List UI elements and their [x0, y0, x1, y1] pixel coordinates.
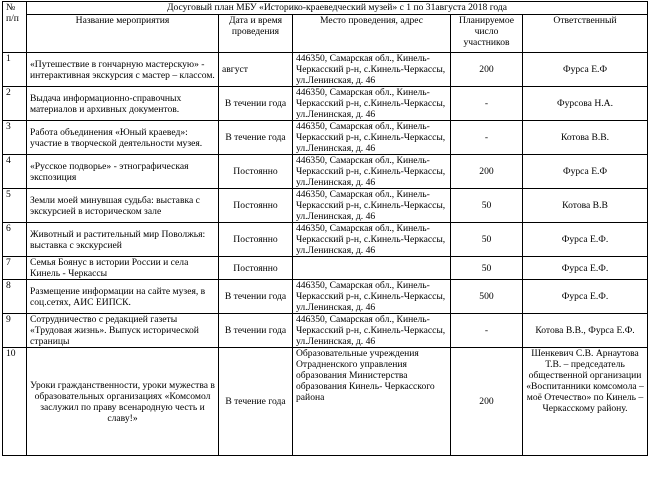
row-responsible: Котова В.В., Фурса Е.Ф. [523, 314, 648, 348]
row-responsible: Фурса Е.Ф [523, 155, 648, 189]
row-responsible: Котова В.В [523, 189, 648, 223]
row-num: 9 [3, 314, 27, 348]
header-name: Название мероприятия [27, 15, 219, 53]
row-count: 50 [451, 257, 523, 280]
row-event-name: Уроки гражданственности, уроки мужества в образовательных организациях «Комсомол заслужил по праву всенародную честь и славу!» [27, 348, 219, 456]
row-place: 446350, Самарская обл., Кинель-Черкасский р-н, с.Кинель-Черкассы, ул.Ленинская, д. 46 [293, 314, 451, 348]
row-count: - [451, 314, 523, 348]
table-title: Досуговый план МБУ «Историко-краеведческий музей» с 1 по 31августа 2018 года [27, 2, 648, 15]
row-count: 50 [451, 223, 523, 257]
table-row [3, 257, 648, 280]
header-place: Место проведения, адрес [293, 15, 451, 53]
row-count: 200 [451, 155, 523, 189]
row-count: 200 [451, 348, 523, 456]
table-row [3, 223, 648, 257]
row-date: В течение года [219, 348, 293, 456]
row-place: 446350, Самарская обл., Кинель-Черкасский р-н, с.Кинель-Черкассы, ул.Ленинская, д. 46 [293, 87, 451, 121]
row-date: Постоянно [219, 257, 293, 280]
table-row [3, 53, 648, 87]
row-num: 4 [3, 155, 27, 189]
row-date: август [219, 53, 293, 87]
row-event-name: Сотрудничество с редакцией газеты «Трудовая жизнь». Выпуск исторической страницы [27, 314, 219, 348]
header-date: Дата и время проведения [219, 15, 293, 53]
table-header-row [3, 15, 648, 53]
document-page [2, 1, 647, 456]
row-event-name: «Русское подворье» - этнографическая экспозиция [27, 155, 219, 189]
table-row [3, 314, 648, 348]
row-num: 3 [3, 121, 27, 155]
header-resp: Ответственный [523, 15, 648, 53]
header-num: № п/п [3, 2, 27, 53]
row-num: 2 [3, 87, 27, 121]
row-date: В течении года [219, 280, 293, 314]
row-date: Постоянно [219, 189, 293, 223]
row-responsible: Фурса Е.Ф. [523, 257, 648, 280]
row-event-name: Земли моей минувшая судьба: выставка с экскурсией в историческом зале [27, 189, 219, 223]
row-event-name: Выдача информационно-справочных материалов и архивных документов. [27, 87, 219, 121]
table-row [3, 121, 648, 155]
row-count: 200 [451, 53, 523, 87]
row-count: 500 [451, 280, 523, 314]
row-responsible: Котова В.В. [523, 121, 648, 155]
row-date: Постоянно [219, 155, 293, 189]
row-count: - [451, 121, 523, 155]
table-row [3, 348, 648, 456]
row-event-name: Размещение информации на сайте музея, в соц.сетях, АИС ЕИПСК. [27, 280, 219, 314]
table-title-row [3, 2, 648, 15]
row-num: 7 [3, 257, 27, 280]
row-count: - [451, 87, 523, 121]
row-date: В течении года [219, 314, 293, 348]
table-row [3, 87, 648, 121]
row-count: 50 [451, 189, 523, 223]
row-responsible: Фурса Е.Ф [523, 53, 648, 87]
row-event-name: Семья Боянус в истории России и села Кинель - Черкассы [27, 257, 219, 280]
row-place: 446350, Самарская обл., Кинель-Черкасский р-н, с.Кинель-Черкассы, ул.Ленинская, д. 46 [293, 53, 451, 87]
row-event-name: «Путешествие в гончарную мастерскую» - интерактивная экскурсия с мастер – классом. [27, 53, 219, 87]
row-place: 446350, Самарская обл., Кинель-Черкасский р-н, с.Кинель-Черкассы, ул.Ленинская, д. 46 [293, 121, 451, 155]
row-num: 1 [3, 53, 27, 87]
row-event-name: Животный и растительный мир Поволжья: выставка с экскурсией [27, 223, 219, 257]
row-responsible: Фурса Е.Ф. [523, 280, 648, 314]
row-event-name: Работа объединения «Юный краевед»: участие в творческой деятельности музея. [27, 121, 219, 155]
row-responsible: Фурса Е.Ф. [523, 223, 648, 257]
row-date: В течении года [219, 87, 293, 121]
row-responsible: Фурсова Н.А. [523, 87, 648, 121]
row-date: В течение года [219, 121, 293, 155]
row-responsible: Шенкевич С.В. Арнаутова Т.В. – председатель общественной организации «Воспитанники комсомола – моё Отечество» по Кинель – Черкасскому району. [523, 348, 648, 456]
table-row [3, 280, 648, 314]
row-place: 446350, Самарская обл., Кинель-Черкасский р-н, с.Кинель-Черкассы, ул.Ленинская, д. 46 [293, 280, 451, 314]
row-place: Образовательные учреждения Отрадненского управления образования Министерства образования Кинель- Черкасского района [293, 348, 451, 456]
table-row [3, 155, 648, 189]
row-place: 446350, Самарская обл., Кинель-Черкасский р-н, с.Кинель-Черкассы, ул.Ленинская, д. 46 [293, 223, 451, 257]
row-place: 446350, Самарская обл., Кинель-Черкасский р-н, с.Кинель-Черкассы, ул.Ленинская, д. 46 [293, 189, 451, 223]
row-num: 6 [3, 223, 27, 257]
row-date: Постоянно [219, 223, 293, 257]
row-num: 10 [3, 348, 27, 456]
plan-table [2, 1, 648, 456]
row-num: 8 [3, 280, 27, 314]
row-num: 5 [3, 189, 27, 223]
row-place: 446350, Самарская обл., Кинель-Черкасский р-н, с.Кинель-Черкассы, ул.Ленинская, д. 46 [293, 155, 451, 189]
table-row [3, 189, 648, 223]
row-place [293, 257, 451, 280]
header-count: Планируемое число участников [451, 15, 523, 53]
